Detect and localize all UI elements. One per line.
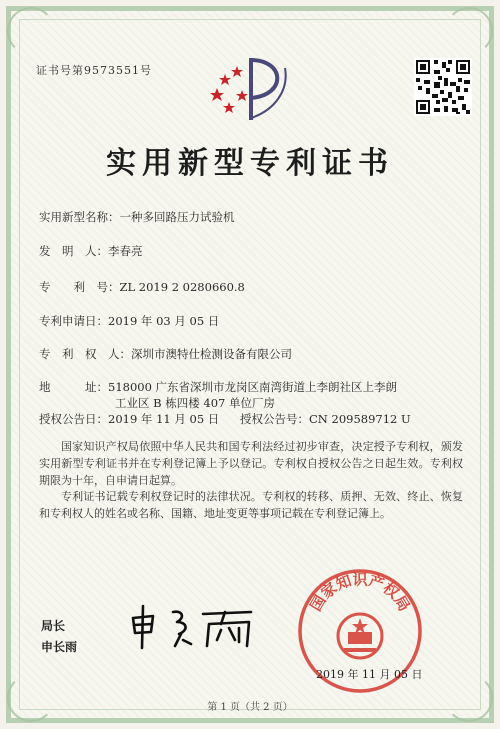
field-value: 深圳市澳特仕检测设备有限公司: [131, 347, 292, 361]
grant-number: [240, 411, 411, 427]
field-label: 实用新型名称：: [39, 210, 120, 224]
document-title: 实用新型专利证书: [106, 146, 394, 181]
certificate-number: 证书号第9573551号: [36, 64, 152, 77]
corner-ornament: [445, 7, 493, 55]
address-line-2: 工业区 B 栋四楼 407 单位厂房: [115, 396, 276, 410]
filing-date-row: [39, 313, 219, 329]
utility-model-name-row: [39, 209, 235, 225]
field-value: 2019 年 03 月 05 日: [108, 314, 220, 328]
handwritten-signature: [125, 600, 265, 650]
inventor-row: [39, 243, 143, 259]
field-label: 授权公告日：: [39, 412, 108, 426]
field-label: 发 明 人：: [39, 244, 108, 258]
address-row: [39, 379, 397, 395]
grant-row: [39, 411, 411, 427]
patentee-row: [39, 346, 292, 362]
field-label: 专 利 号：: [39, 280, 120, 294]
field-label: 专 利 权 人：: [39, 347, 131, 361]
field-value: 2019 年 11 月 05 日: [108, 412, 220, 426]
svg-text:国家知识产权局: [306, 571, 413, 615]
seal-date: 2019 年 11 月 05 日: [316, 668, 423, 681]
corner-ornament: [7, 7, 55, 55]
director-title: 局长: [41, 619, 66, 633]
cnipa-logo-icon: [205, 50, 295, 125]
field-value: 一种多回路压力试验机: [119, 210, 235, 224]
field-value: 李春亮: [108, 244, 143, 258]
qr-code-icon: [414, 58, 472, 116]
field-label: 授权公告号：: [240, 412, 309, 426]
body-paragraph: 专利证书记载专利权登记时的法律状况。专利权的转移、质押、无效、终止、恢复和专利权人的姓名或名称、国籍、地址变更等事项记载在专利登记簿上。: [39, 490, 463, 520]
field-value: CN 209589712 U: [309, 412, 411, 426]
seal-text: 国家知识产权局: [306, 570, 414, 615]
body-paragraph: 国家知识产权局依照中华人民共和国专利法经过初步审查，决定授予专利权，颁发实用新型专利证书并在专利登记簿上予以登记。专利权自授权公告之日起生效。专利权期限为十年，自申请日起算。: [39, 440, 463, 487]
director-name: 申长雨: [41, 640, 78, 654]
field-value: ZL 2019 2 0280660.8: [119, 280, 245, 294]
patent-number-row: [39, 279, 245, 295]
page-indicator: 第 1 页（共 2 页）: [207, 702, 293, 713]
field-label: 专利申请日：: [39, 314, 108, 328]
field-value: 518000 广东省深圳市龙岗区南湾街道上李朗社区上李朗: [108, 380, 398, 394]
field-label: 地 址：: [39, 380, 108, 394]
